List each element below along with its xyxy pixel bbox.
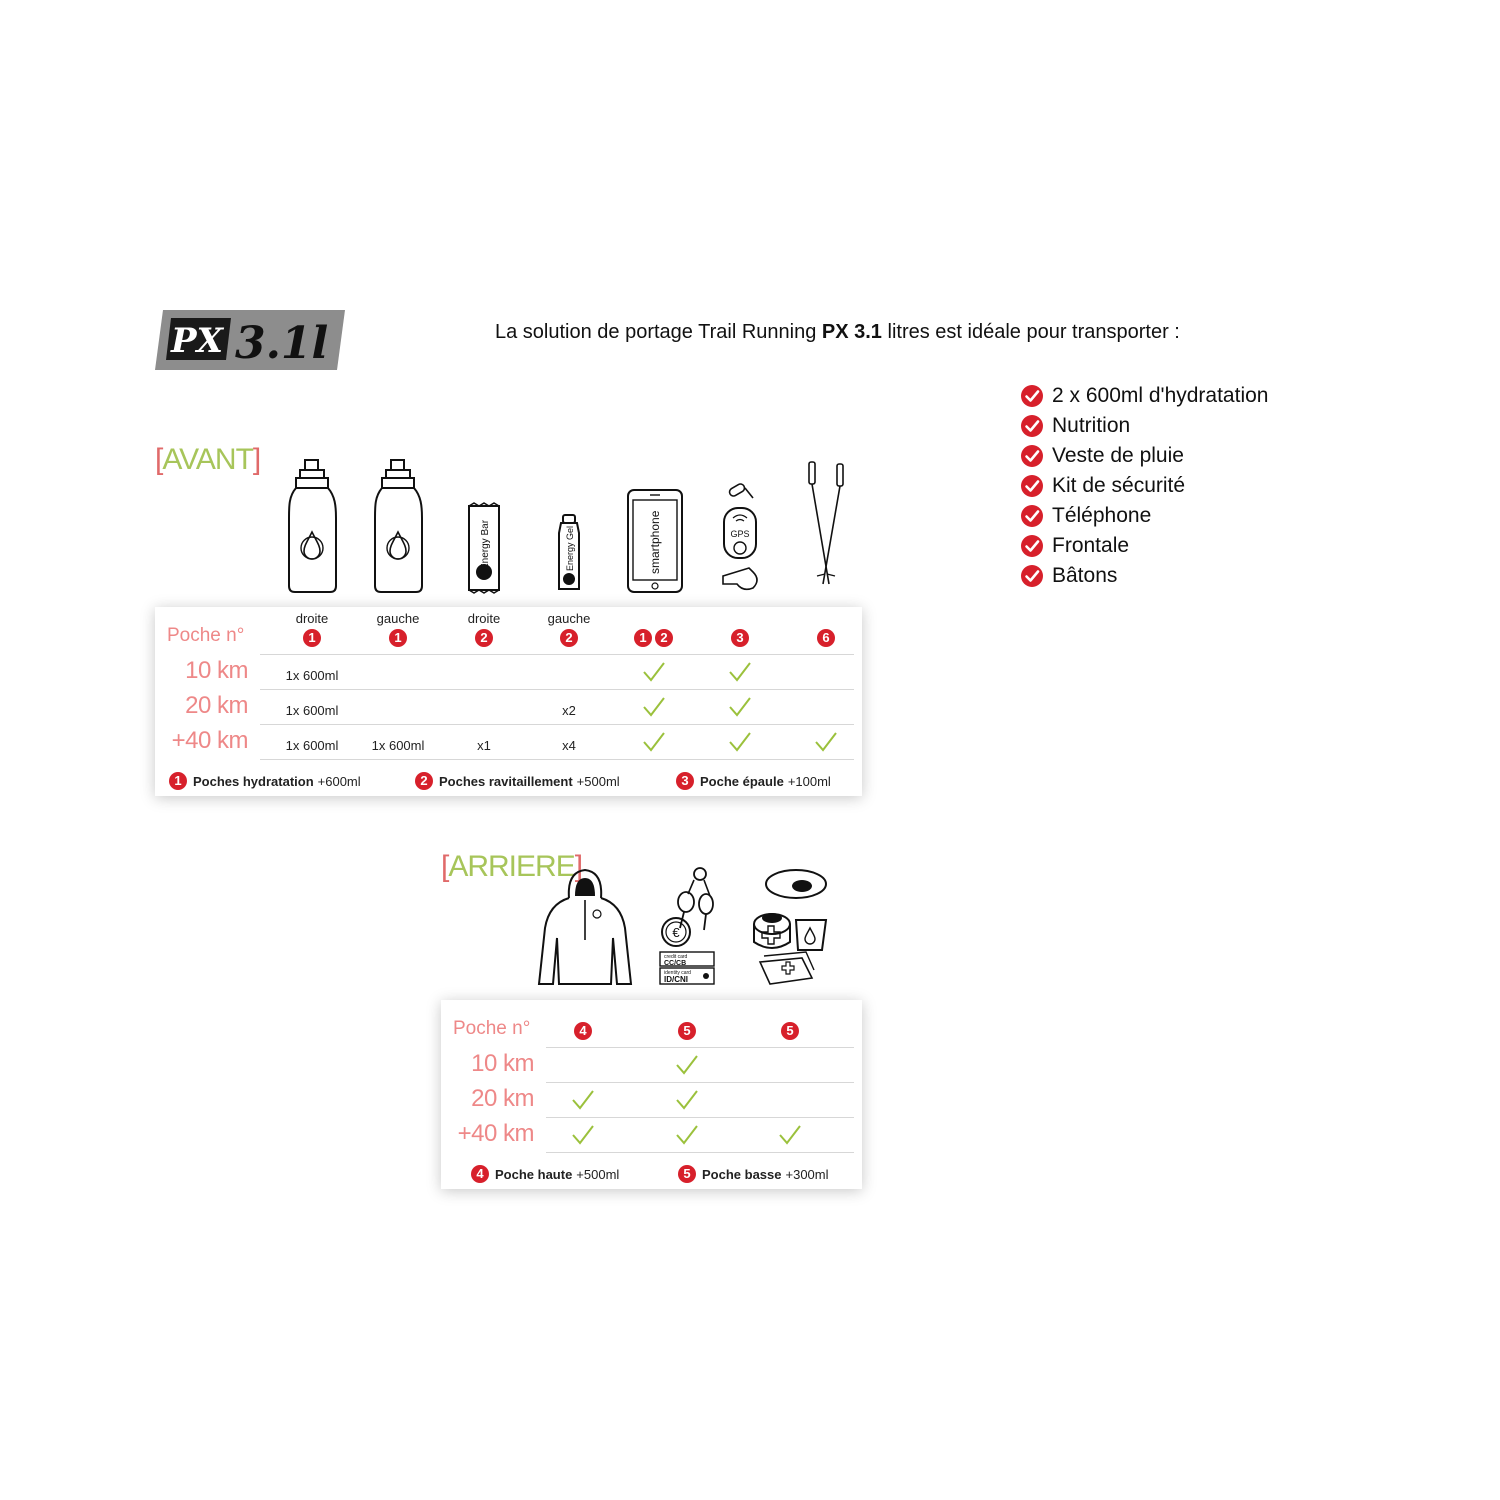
svg-text:smartphone: smartphone [648, 510, 662, 574]
logo-px-text: PX [171, 321, 223, 361]
trekking-poles-icon [803, 460, 849, 594]
pocket-number-badge: 2 [415, 772, 433, 790]
gps-whistle-icon [717, 480, 763, 594]
intro-text [495, 321, 1180, 344]
energy-bar-icon [466, 502, 502, 594]
check-icon [728, 731, 752, 753]
svg-text:Energy Bar: Energy Bar [480, 519, 491, 570]
feature-item: Kit de sécurité [1020, 471, 1268, 501]
energy-gel-icon [555, 513, 583, 593]
svg-text:CC/CB: CC/CB [664, 960, 687, 967]
keys-wallet-icon [656, 866, 716, 986]
hydration-flask-icon [285, 458, 340, 594]
row-label-distance: +40 km [171, 727, 248, 754]
table-cell: 1x 600ml [285, 703, 339, 718]
feature-item: Frontale [1020, 531, 1268, 561]
check-badge-icon [1020, 444, 1044, 468]
row-label-distance: 20 km [471, 1085, 534, 1112]
check-icon [571, 1089, 595, 1111]
check-icon [642, 661, 666, 683]
legend-item: 1 Poches hydratation +600ml [169, 772, 361, 790]
table-cell: 1x 600ml [285, 738, 339, 753]
check-icon [728, 661, 752, 683]
px-logo [155, 310, 345, 370]
svg-text:ID/CNI: ID/CNI [664, 975, 688, 984]
pocket-number-badge: 1 [303, 629, 321, 647]
column-subheader: gauche [547, 611, 591, 626]
row-divider [546, 1152, 854, 1153]
row-label-distance: 20 km [185, 692, 248, 719]
check-icon [814, 731, 838, 753]
svg-text:Energy Gel: Energy Gel [565, 525, 575, 571]
feature-item: Veste de pluie [1020, 441, 1268, 471]
arriere-table [441, 1000, 862, 1189]
pocket-number-badge: 4 [574, 1022, 592, 1040]
column-subheader: droite [467, 611, 501, 626]
svg-text:€: € [672, 925, 680, 940]
feature-item: Téléphone [1020, 501, 1268, 531]
row-divider [260, 759, 854, 760]
check-badge-icon [1020, 534, 1044, 558]
legend-item: 5 Poche basse +300ml [678, 1165, 829, 1183]
legend-item: 3 Poche épaule +100ml [676, 772, 831, 790]
rain-jacket-icon [535, 868, 633, 986]
row-label-distance: 10 km [471, 1050, 534, 1077]
feature-item: 2 x 600ml d'hydratation [1020, 381, 1268, 411]
intro-highlight: PX 3.1 [821, 321, 882, 343]
pocket-number-badge: 2 [655, 629, 673, 647]
check-icon [778, 1124, 802, 1146]
check-badge-icon [1020, 564, 1044, 588]
feature-item: Bâtons [1020, 561, 1268, 591]
check-icon [571, 1124, 595, 1146]
pocket-number-badge: 3 [676, 772, 694, 790]
hydration-flask-icon [371, 458, 426, 594]
legend-item: 2 Poches ravitaillement +500ml [415, 772, 620, 790]
section-tag-arriere: [ARRIERE] [441, 850, 583, 883]
pocket-number-badge: 2 [475, 629, 493, 647]
row-divider [546, 1047, 854, 1048]
table-cell: 1x 600ml [285, 668, 339, 683]
pocket-number-badge: 2 [560, 629, 578, 647]
row-divider [260, 724, 854, 725]
column-header-label: Poche n° [453, 1018, 531, 1039]
section-tag-avant: [AVANT] [155, 443, 261, 476]
svg-text:GPS: GPS [730, 529, 750, 539]
pocket-number-badge: 5 [678, 1165, 696, 1183]
check-icon [675, 1054, 699, 1076]
pocket-number-badge: 1 [389, 629, 407, 647]
smartphone-icon [626, 488, 684, 594]
intro-prefix: La solution de portage Trail Running [495, 321, 817, 343]
avant-table [155, 607, 862, 796]
pocket-number-badge: 5 [781, 1022, 799, 1040]
check-icon [675, 1124, 699, 1146]
pocket-number-badge: 3 [731, 629, 749, 647]
row-label-distance: 10 km [185, 657, 248, 684]
row-divider [260, 654, 854, 655]
pocket-number-badge: 1 [169, 772, 187, 790]
column-subheader: droite [295, 611, 329, 626]
check-badge-icon [1020, 474, 1044, 498]
table-cell: x1 [477, 738, 491, 753]
check-icon [728, 696, 752, 718]
row-divider [546, 1117, 854, 1118]
feature-item: Nutrition [1020, 411, 1268, 441]
column-subheader: gauche [376, 611, 420, 626]
svg-text:identity card: identity card [664, 970, 691, 976]
table-cell: 1x 600ml [371, 738, 425, 753]
row-divider [260, 689, 854, 690]
column-header-label: Poche n° [167, 625, 245, 646]
check-icon [642, 696, 666, 718]
feature-list [1020, 381, 1268, 591]
check-icon [642, 731, 666, 753]
row-divider [546, 1082, 854, 1083]
check-icon [675, 1089, 699, 1111]
check-badge-icon [1020, 384, 1044, 408]
safety-kit-icon [750, 866, 830, 986]
intro-suffix: litres est idéale pour transporter : [887, 321, 1180, 343]
pocket-number-badge: 4 [471, 1165, 489, 1183]
row-label-distance: +40 km [457, 1120, 534, 1147]
table-cell: x2 [562, 703, 576, 718]
pocket-number-badge: 5 [678, 1022, 696, 1040]
logo-size-text: 3.1l [235, 318, 329, 369]
legend-item: 4 Poche haute +500ml [471, 1165, 619, 1183]
table-cell: x4 [562, 738, 576, 753]
check-badge-icon [1020, 504, 1044, 528]
svg-text:credit card: credit card [664, 954, 688, 960]
check-badge-icon [1020, 414, 1044, 438]
pocket-number-badge: 1 [634, 629, 652, 647]
pocket-number-badge: 6 [817, 629, 835, 647]
